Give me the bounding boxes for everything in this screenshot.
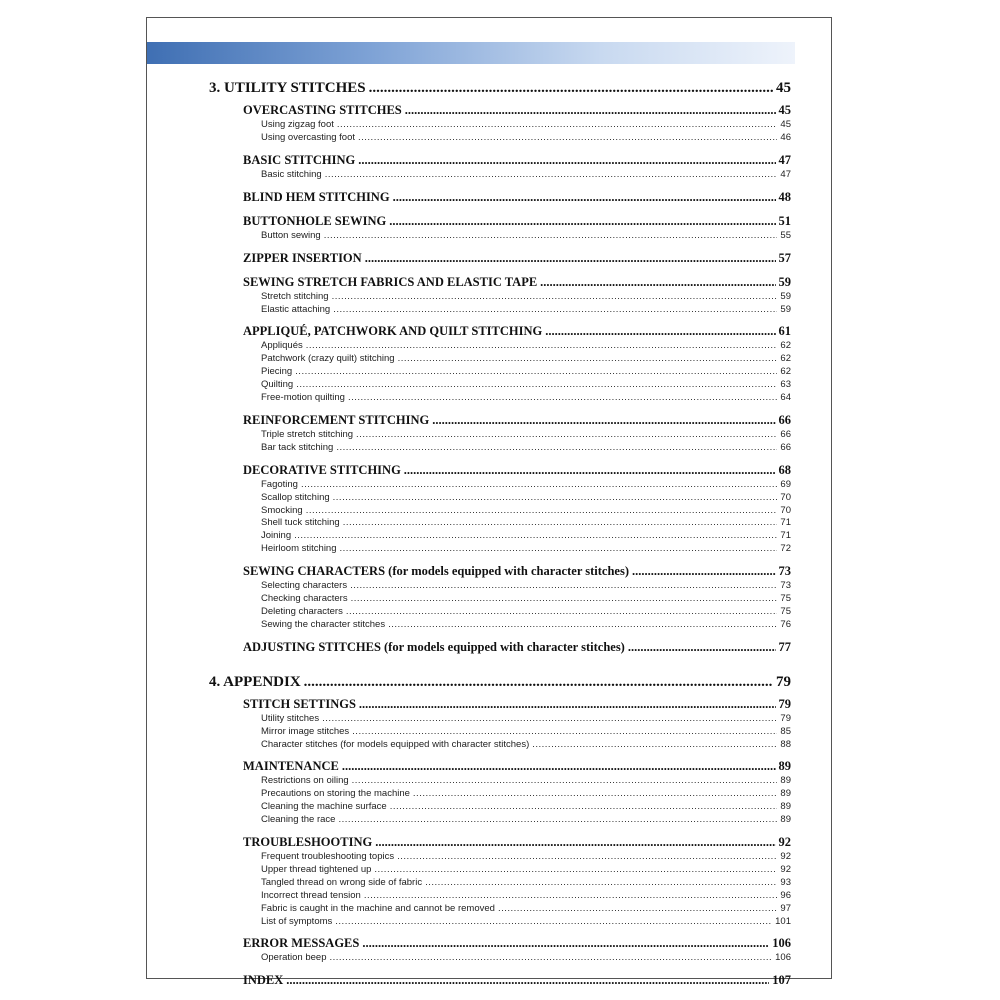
- sub-page-number: 96: [780, 889, 791, 901]
- sub-title: Joining: [261, 530, 292, 542]
- section-entry-error-messages[interactable]: [243, 936, 791, 951]
- sec-title: APPLIQUÉ, PATCHWORK AND QUILT STITCHING: [243, 324, 543, 339]
- sub-title: Shell tuck stitching: [261, 517, 340, 529]
- dot-leader: [352, 775, 778, 786]
- sec-title: BASIC STITCHING: [243, 152, 356, 167]
- subsection-entry-stretch-stitching[interactable]: [261, 291, 791, 302]
- sec-title: ZIPPER INSERTION: [243, 250, 362, 265]
- sub-page-number: 73: [780, 580, 791, 592]
- dot-leader: [306, 340, 778, 351]
- section-entry-sewing-stretch-fabrics-and-elastic-tape[interactable]: [243, 275, 791, 290]
- dot-leader: [362, 936, 769, 951]
- sec-title: SEWING STRETCH FABRICS AND ELASTIC TAPE: [243, 274, 538, 289]
- section-entry-zipper-insertion[interactable]: [243, 251, 791, 266]
- chap-page-number: 45: [776, 80, 791, 96]
- sub-page-number: 62: [780, 353, 791, 365]
- sub-page-number: 89: [780, 775, 791, 787]
- sub-title: Stretch stitching: [261, 290, 329, 302]
- sec-title: STITCH SETTINGS: [243, 696, 356, 711]
- subsection-entry-checking-characters[interactable]: [261, 593, 791, 604]
- subsection-entry-cleaning-the-race[interactable]: [261, 814, 791, 825]
- dot-leader: [346, 606, 778, 617]
- sec-title: REINFORCEMENT STITCHING: [243, 412, 430, 427]
- sub-title: Heirloom stitching: [261, 543, 337, 555]
- dot-leader: [369, 80, 773, 97]
- subsection-entry-shell-tuck-stitching[interactable]: [261, 517, 791, 528]
- sub-page-number: 59: [780, 303, 791, 315]
- sec-page-number: 79: [778, 696, 791, 711]
- section-entry-decorative-stitching[interactable]: [243, 463, 791, 478]
- dot-leader: [338, 814, 777, 825]
- sub-title: Bar tack stitching: [261, 441, 334, 453]
- chap-page-number: 79: [776, 673, 791, 690]
- subsection-entry-triple-stretch-stitching[interactable]: [261, 429, 791, 440]
- section-entry-reinforcement-stitching[interactable]: [243, 413, 791, 428]
- sec-page-number: 106: [772, 936, 791, 951]
- sec-title: MAINTENANCE: [243, 759, 339, 774]
- dot-leader: [432, 413, 775, 428]
- sec-page-number: 68: [778, 462, 791, 477]
- dot-leader: [342, 759, 776, 774]
- section-entry-sewing-characters-for-models-equipped-with-character-stitches[interactable]: [243, 564, 791, 579]
- sub-title: Cleaning the machine surface: [261, 801, 387, 813]
- document-page: [146, 17, 832, 988]
- subsection-entry-bar-tack-stitching[interactable]: [261, 442, 791, 453]
- sub-page-number: 69: [780, 478, 791, 490]
- subsection-entry-using-zigzag-foot[interactable]: [261, 119, 791, 130]
- dot-leader: [389, 214, 775, 229]
- sub-page-number: 45: [780, 119, 791, 130]
- dot-leader: [390, 801, 778, 812]
- sub-page-number: 79: [780, 712, 791, 724]
- sub-page-number: 101: [775, 915, 791, 927]
- sec-title: DECORATIVE STITCHING: [243, 462, 401, 477]
- sub-title: Tangled thread on wrong side of fabric: [261, 876, 423, 888]
- dot-leader: [404, 463, 776, 478]
- dot-leader: [375, 835, 775, 850]
- sub-page-number: 59: [780, 290, 791, 302]
- sec-title: OVERCASTING STITCHES: [243, 103, 402, 117]
- dot-leader: [350, 580, 777, 591]
- subsection-entry-using-overcasting-foot[interactable]: [261, 132, 791, 143]
- dot-leader: [296, 379, 777, 390]
- sub-page-number: 47: [780, 168, 791, 180]
- subsection-entry-free-motion-quilting[interactable]: [261, 392, 791, 403]
- dot-leader: [358, 153, 775, 168]
- subsection-entry-tangled-thread-on-wrong-side-of-fabric[interactable]: [261, 877, 791, 888]
- sub-title: Piecing: [261, 366, 293, 378]
- sub-page-number: 89: [780, 788, 791, 800]
- dot-leader: [304, 674, 773, 691]
- dot-leader: [340, 543, 778, 554]
- dot-leader: [425, 877, 777, 888]
- sec-title: BLIND HEM STITCHING: [243, 189, 390, 204]
- dot-leader: [628, 640, 776, 655]
- sub-page-number: 62: [780, 340, 791, 352]
- dot-leader: [356, 429, 777, 440]
- dot-leader: [358, 132, 777, 143]
- sub-page-number: 66: [780, 441, 791, 453]
- subsection-entry-utility-stitches[interactable]: [261, 713, 791, 724]
- sub-page-number: 66: [780, 428, 791, 440]
- sec-title: ADJUSTING STITCHES (for models equipped with character stitches): [243, 639, 625, 654]
- subsection-entry-list-of-symptoms[interactable]: [261, 916, 791, 927]
- sec-title: BUTTONHOLE SEWING: [243, 213, 387, 228]
- sub-title: Fabric is caught in the machine and cannot be removed: [261, 902, 495, 914]
- dot-leader: [333, 304, 777, 315]
- sub-title: Deleting characters: [261, 605, 343, 617]
- subsection-entry-mirror-image-stitches[interactable]: [261, 726, 791, 737]
- sub-title: Elastic attaching: [261, 303, 331, 315]
- sec-page-number: 61: [778, 324, 791, 339]
- dot-leader: [532, 739, 777, 750]
- dot-leader: [336, 442, 777, 453]
- sec-page-number: 92: [778, 835, 791, 849]
- sub-page-number: 64: [780, 392, 791, 403]
- sub-title: Quilting: [261, 379, 294, 391]
- sub-title: Utility stitches: [261, 712, 320, 724]
- sub-page-number: 55: [780, 229, 791, 241]
- sub-title: Patchwork (crazy quilt) stitching: [261, 353, 395, 365]
- dot-leader: [325, 169, 778, 180]
- subsection-entry-joining[interactable]: [261, 530, 791, 541]
- chap-title: 3. UTILITY STITCHES: [209, 80, 366, 96]
- dot-leader: [540, 275, 775, 290]
- subsection-entry-quilting[interactable]: [261, 379, 791, 390]
- sub-page-number: 71: [780, 517, 791, 529]
- sub-page-number: 97: [780, 902, 791, 914]
- dot-leader: [351, 593, 778, 604]
- dot-leader: [332, 291, 778, 302]
- section-entry-appliqu-patchwork-and-quilt-stitching[interactable]: [243, 324, 791, 339]
- subsection-entry-operation-beep[interactable]: [261, 952, 791, 963]
- sub-page-number: 75: [780, 593, 791, 604]
- sec-page-number: 73: [778, 564, 791, 579]
- sub-title: Checking characters: [261, 593, 348, 604]
- sec-page-number: 89: [778, 759, 791, 774]
- subsection-entry-button-sewing[interactable]: [261, 230, 791, 241]
- dot-leader: [365, 251, 776, 266]
- dot-leader: [545, 324, 775, 339]
- dot-leader: [397, 851, 777, 862]
- sec-title: INDEX: [243, 973, 284, 988]
- sub-title: Character stitches (for models equipped with character stitches): [261, 738, 530, 750]
- dot-leader: [335, 916, 772, 927]
- chap-title: 4. APPENDIX: [209, 673, 301, 690]
- sub-page-number: 89: [780, 801, 791, 813]
- sec-page-number: 57: [778, 250, 791, 265]
- sub-title: Mirror image stitches: [261, 725, 350, 737]
- sub-page-number: 63: [780, 379, 791, 391]
- sub-title: Restrictions on oiling: [261, 775, 349, 787]
- dot-leader: [393, 190, 776, 205]
- section-entry-index[interactable]: [243, 973, 791, 988]
- chapter-entry-3-utility-stitches[interactable]: [209, 80, 791, 97]
- section-entry-troubleshooting[interactable]: [243, 835, 791, 850]
- dot-leader: [301, 479, 777, 490]
- sub-title: Using overcasting foot: [261, 131, 355, 143]
- subsection-entry-incorrect-thread-tension[interactable]: [261, 890, 791, 901]
- sub-page-number: 92: [780, 851, 791, 862]
- section-entry-buttonhole-sewing[interactable]: [243, 214, 791, 229]
- subsection-entry-restrictions-on-oiling[interactable]: [261, 775, 791, 786]
- sub-title: Basic stitching: [261, 168, 322, 180]
- sub-page-number: 70: [780, 491, 791, 503]
- subsection-entry-appliqu-s[interactable]: [261, 340, 791, 351]
- dot-leader: [498, 903, 777, 914]
- sub-page-number: 106: [775, 952, 791, 964]
- dot-leader: [374, 864, 777, 875]
- dot-leader: [632, 564, 776, 579]
- dot-leader: [322, 713, 777, 724]
- section-entry-maintenance[interactable]: [243, 759, 791, 774]
- section-entry-overcasting-stitches[interactable]: [243, 103, 791, 118]
- subsection-entry-heirloom-stitching[interactable]: [261, 543, 791, 554]
- dot-leader: [343, 517, 778, 528]
- subsection-entry-basic-stitching[interactable]: [261, 169, 791, 180]
- section-entry-adjusting-stitches-for-models-equipped-with-character-stitches[interactable]: [243, 640, 791, 655]
- dot-leader: [359, 697, 776, 712]
- subsection-entry-piecing[interactable]: [261, 366, 791, 377]
- sub-page-number: 71: [780, 530, 791, 542]
- dot-leader: [348, 392, 777, 403]
- subsection-entry-patchwork-crazy-quilt-stitching[interactable]: [261, 353, 791, 364]
- dot-leader: [388, 619, 777, 630]
- sub-page-number: 70: [780, 504, 791, 516]
- sub-page-number: 72: [780, 543, 791, 555]
- sub-page-number: 75: [780, 605, 791, 617]
- sub-title: Upper thread tightened up: [261, 863, 372, 875]
- dot-leader: [333, 492, 778, 503]
- subsection-entry-selecting-characters[interactable]: [261, 580, 791, 591]
- sub-title: Using zigzag foot: [261, 119, 334, 130]
- sec-page-number: 47: [778, 152, 791, 167]
- section-entry-basic-stitching[interactable]: [243, 153, 791, 168]
- dot-leader: [352, 726, 777, 737]
- sec-page-number: 77: [778, 639, 791, 654]
- sub-title: List of symptoms: [261, 915, 333, 927]
- sub-page-number: 85: [780, 725, 791, 737]
- sub-title: Button sewing: [261, 229, 321, 241]
- section-entry-stitch-settings[interactable]: [243, 697, 791, 712]
- sub-page-number: 46: [780, 131, 791, 143]
- chapter-entry-4-appendix[interactable]: [209, 674, 791, 691]
- sub-title: Operation beep: [261, 952, 327, 964]
- sec-page-number: 51: [778, 213, 791, 228]
- sub-title: Appliqués: [261, 340, 303, 352]
- sub-title: Selecting characters: [261, 580, 348, 592]
- subsection-entry-upper-thread-tightened-up[interactable]: [261, 864, 791, 875]
- subsection-entry-deleting-characters[interactable]: [261, 606, 791, 617]
- dot-leader: [294, 530, 777, 541]
- sec-page-number: 45: [778, 103, 791, 117]
- dot-leader: [306, 505, 778, 516]
- sub-title: Smocking: [261, 504, 303, 516]
- sec-page-number: 66: [778, 412, 791, 427]
- subsection-entry-smocking[interactable]: [261, 505, 791, 516]
- dot-leader: [330, 952, 773, 963]
- sub-page-number: 88: [780, 738, 791, 750]
- sub-page-number: 89: [780, 814, 791, 826]
- dot-leader: [324, 230, 778, 241]
- subsection-entry-character-stitches-for-models-equipped-with-character-stitches[interactable]: [261, 739, 791, 750]
- sec-page-number: 59: [778, 274, 791, 289]
- dot-leader: [295, 366, 777, 377]
- sub-page-number: 93: [780, 876, 791, 888]
- table-of-contents: [147, 18, 831, 988]
- subsection-entry-frequent-troubleshooting-topics[interactable]: [261, 851, 791, 862]
- subsection-entry-elastic-attaching[interactable]: [261, 304, 791, 315]
- sub-title: Free-motion quilting: [261, 392, 345, 403]
- dot-leader: [398, 353, 778, 364]
- subsection-entry-scallop-stitching[interactable]: [261, 492, 791, 503]
- sec-page-number: 107: [772, 973, 791, 988]
- sec-title: SEWING CHARACTERS (for models equipped with character stitches): [243, 564, 629, 579]
- subsection-entry-cleaning-the-machine-surface[interactable]: [261, 801, 791, 812]
- sub-page-number: 76: [780, 618, 791, 630]
- dot-leader: [337, 119, 778, 130]
- sub-title: Sewing the character stitches: [261, 618, 386, 630]
- dot-leader: [286, 973, 769, 988]
- sub-page-number: 62: [780, 366, 791, 378]
- subsection-entry-sewing-the-character-stitches[interactable]: [261, 619, 791, 630]
- subsection-entry-precautions-on-storing-the-machine[interactable]: [261, 788, 791, 799]
- dot-leader: [405, 103, 776, 118]
- section-entry-blind-hem-stitching[interactable]: [243, 190, 791, 205]
- subsection-entry-fagoting[interactable]: [261, 479, 791, 490]
- sub-page-number: 92: [780, 863, 791, 875]
- sub-title: Fagoting: [261, 478, 298, 490]
- sub-title: Precautions on storing the machine: [261, 788, 410, 800]
- sec-page-number: 48: [778, 189, 791, 204]
- sec-title: TROUBLESHOOTING: [243, 835, 373, 849]
- sub-title: Triple stretch stitching: [261, 428, 354, 440]
- sec-title: ERROR MESSAGES: [243, 936, 360, 951]
- subsection-entry-fabric-is-caught-in-the-machine-and-cannot-be-removed[interactable]: [261, 903, 791, 914]
- sub-title: Cleaning the race: [261, 814, 336, 826]
- sub-title: Frequent troubleshooting topics: [261, 851, 395, 862]
- sub-title: Scallop stitching: [261, 491, 330, 503]
- sub-title: Incorrect thread tension: [261, 889, 361, 901]
- dot-leader: [364, 890, 778, 901]
- dot-leader: [413, 788, 778, 799]
